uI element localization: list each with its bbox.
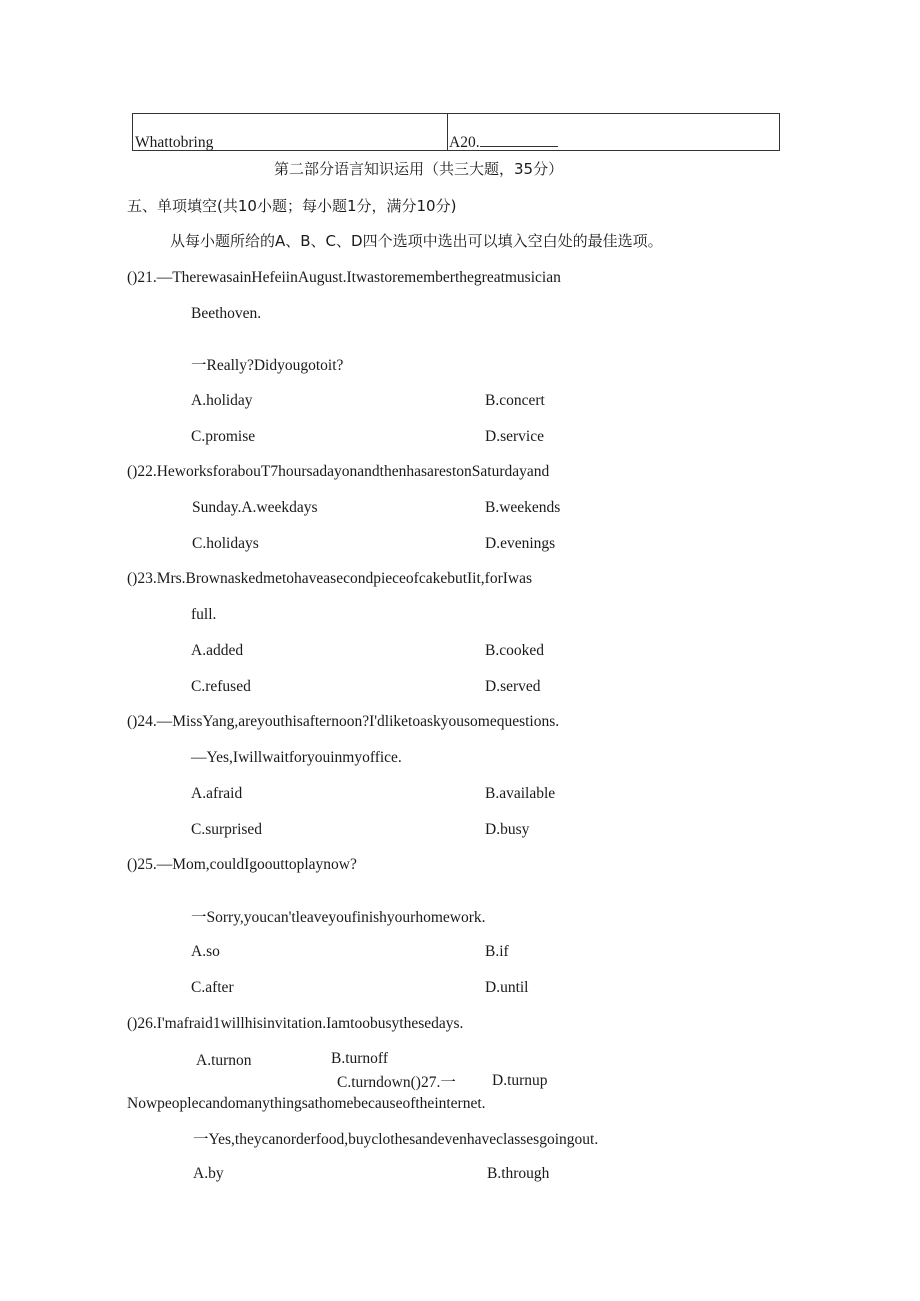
question-26-option-b[interactable]: B.turnoff xyxy=(331,1050,388,1067)
question-26-option-c[interactable]: C.turndown()27.一 xyxy=(337,1074,456,1091)
schedule-table-fragment xyxy=(132,113,780,151)
question-24-option-b[interactable]: B.available xyxy=(485,785,556,802)
question-23-option-b[interactable]: B.cooked xyxy=(485,642,544,659)
section-title: 五、单项填空(共10小题；每小题1分，满分10分) xyxy=(127,197,457,215)
question-24-stem: ()24.—MissYang,areyouthisafternoon?I'dliketoaskyousomequestions. xyxy=(127,713,560,730)
question-23-stem-cont: full. xyxy=(191,606,217,623)
question-23-option-a[interactable]: A.added xyxy=(191,642,244,659)
question-25-option-c[interactable]: C.after xyxy=(191,979,234,996)
question-27-dialog: 一Yes,theycanorderfood,buyclothesandevenhaveclassesgoingout. xyxy=(193,1131,599,1148)
answer-blank xyxy=(480,134,558,147)
question-21-option-a[interactable]: A.holiday xyxy=(191,392,253,409)
question-24-option-c[interactable]: C.surprised xyxy=(191,821,263,838)
question-22-stem: ()22.HeworksforabouT7hoursadayonandthenhasarestonSaturdayand xyxy=(127,463,550,480)
question-21-stem-cont: Beethoven. xyxy=(191,305,262,322)
question-27-stem: Nowpeoplecandomanythingsathomebecauseoftheinternet. xyxy=(127,1095,486,1112)
question-25-option-d[interactable]: D.until xyxy=(485,979,529,996)
question-25-option-a[interactable]: A.so xyxy=(191,943,220,960)
table-cell-answer xyxy=(449,134,558,152)
question-27-option-a[interactable]: A.by xyxy=(193,1165,224,1182)
question-21-option-c[interactable]: C.promise xyxy=(191,428,256,445)
question-24-dialog: —Yes,Iwillwaitforyouinmyoffice. xyxy=(191,749,402,766)
question-23-option-d[interactable]: D.served xyxy=(485,678,541,695)
question-24-option-d[interactable]: D.busy xyxy=(485,821,530,838)
question-24-option-a[interactable]: A.afraid xyxy=(191,785,243,802)
question-22-option-c[interactable]: C.holidays xyxy=(192,535,259,552)
question-22-option-b[interactable]: B.weekends xyxy=(485,499,561,516)
question-26-stem: ()26.I'mafraid1willhisinvitation.Iamtoobusythesedays. xyxy=(127,1015,464,1032)
question-26-option-d[interactable]: D.turnup xyxy=(492,1072,548,1089)
question-27-option-b[interactable]: B.through xyxy=(487,1165,550,1182)
question-25-option-b[interactable]: B.if xyxy=(485,943,509,960)
part-title: 第二部分语言知识运用（共三大题，35分） xyxy=(274,160,564,178)
question-21-dialog: 一Really?Didyougotoit? xyxy=(191,357,344,374)
question-23-option-c[interactable]: C.refused xyxy=(191,678,251,695)
answer-number: A20. xyxy=(449,134,480,151)
question-21-option-d[interactable]: D.service xyxy=(485,428,544,445)
table-divider xyxy=(447,114,448,150)
question-21-option-b[interactable]: B.concert xyxy=(485,392,545,409)
question-25-dialog: 一Sorry,youcan'tleaveyoufinishyourhomework. xyxy=(191,909,486,926)
table-cell-label: Whattobring xyxy=(135,134,214,151)
question-22-stem-cont[interactable]: Sunday.A.weekdays xyxy=(192,499,318,516)
question-25-stem: ()25.—Mom,couldIgoouttoplaynow? xyxy=(127,856,357,873)
question-21-stem: ()21.—TherewasainHefeiinAugust.Itwastorememberthegreatmusician xyxy=(127,269,561,286)
question-23-stem: ()23.Mrs.BrownaskedmetohaveasecondpieceofcakebutIit,forIwas xyxy=(127,570,532,587)
section-instruction: 从每小题所给的A、B、C、D四个选项中选出可以填入空白处的最佳选项。 xyxy=(170,232,663,250)
question-26-option-a[interactable]: A.turnon xyxy=(196,1052,252,1069)
question-22-option-d[interactable]: D.evenings xyxy=(485,535,556,552)
